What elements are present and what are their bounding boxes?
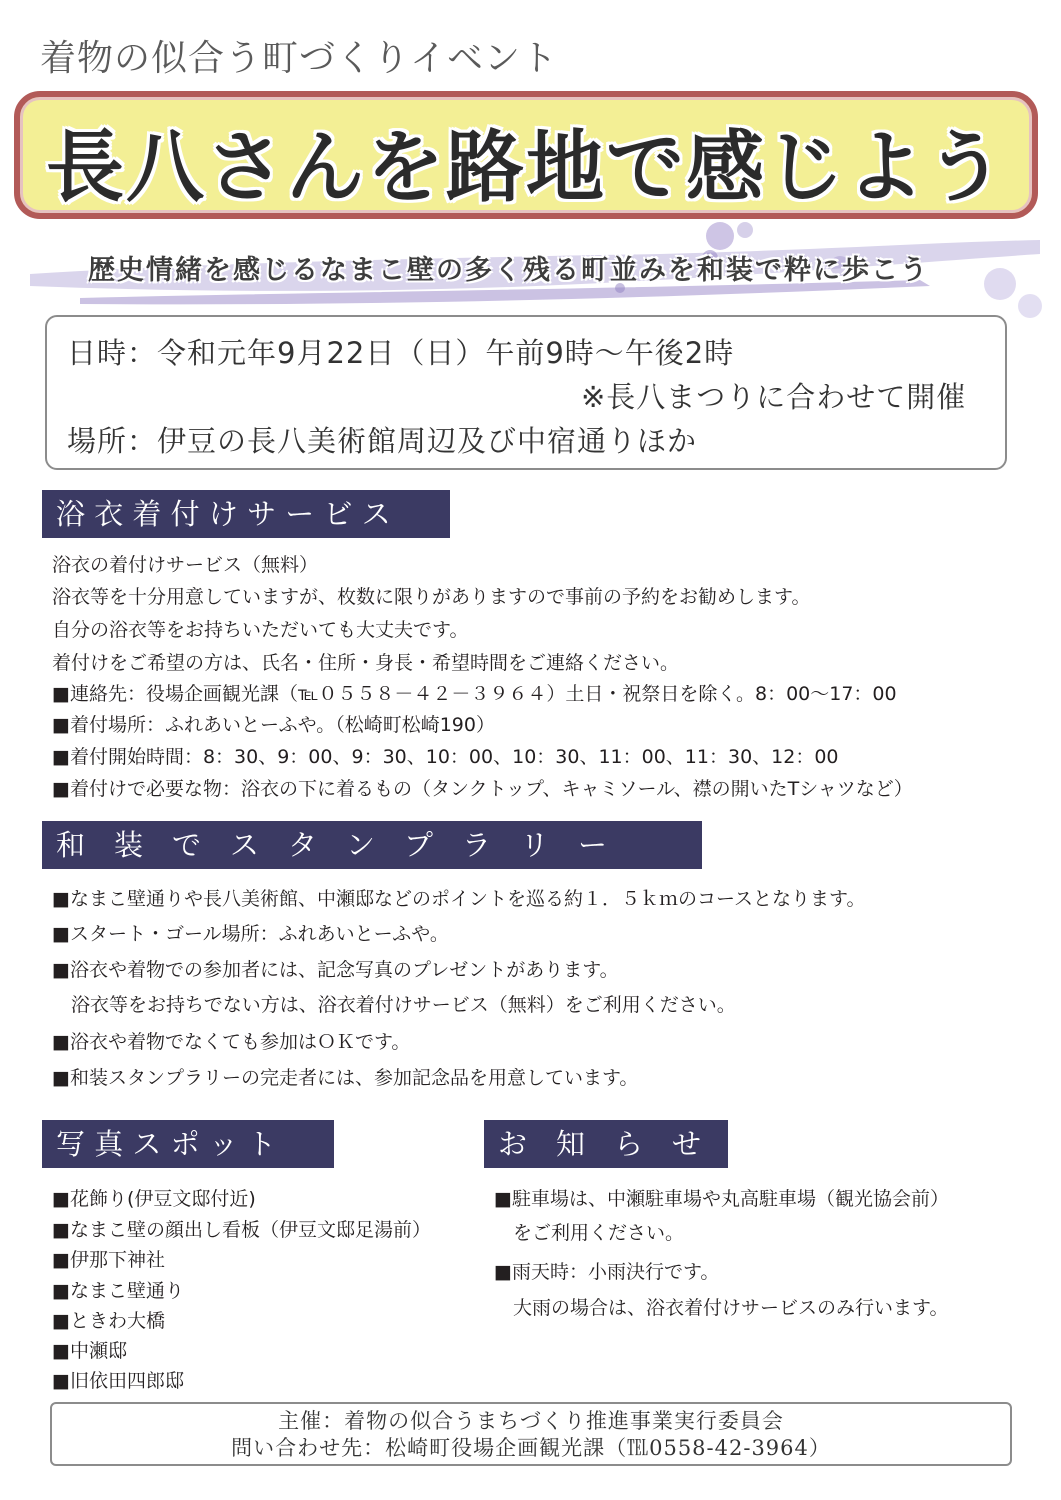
contact: 問い合わせ先：松崎町役場企画観光課（℡0558-42-3964）	[231, 1436, 831, 1460]
body-line: 大雨の場合は、浴衣着付けサービスのみ行います。	[494, 1297, 949, 1319]
body-line: ■駐車場は、中瀬駐車場や丸高駐車場（観光協会前）	[494, 1188, 949, 1210]
body-line: ■和装スタンプラリーの完走者には、参加記念品を用意しています。	[52, 1067, 639, 1089]
section-heading-yukata-service: 浴 衣 着 付 け サ ー ビ ス	[42, 490, 450, 538]
list-item: ■なまこ壁通り	[52, 1280, 184, 1302]
section-heading-stamp-rally: 和 装 で ス タ ン プ ラ リ ー	[42, 821, 702, 869]
title-banner	[14, 91, 1038, 219]
list-item: ■なまこ壁の顔出し看板（伊豆文邸足湯前）	[52, 1219, 431, 1241]
list-item: ■花飾り(伊豆文邸付近)	[52, 1188, 256, 1210]
section-heading-notice: お 知 ら せ	[484, 1120, 728, 1168]
body-line: ■スタート・ゴール場所：ふれあいとーふや。	[52, 923, 449, 945]
event-info-box	[45, 315, 1007, 470]
event-subtitle: 歴史情緒を感じるなまこ壁の多く残る町並みを和装で粋に歩こう	[88, 255, 929, 286]
body-line: 着付けをご希望の方は、氏名・住所・身長・希望時間をご連絡ください。	[52, 652, 680, 674]
event-title: 長八さんを路地で感じよう	[45, 122, 1006, 213]
list-item: ■ときわ大橋	[52, 1310, 165, 1332]
event-place: 場所：伊豆の長八美術館周辺及び中宿通りほか	[67, 424, 698, 458]
list-item: ■中瀬邸	[52, 1340, 127, 1362]
body-line: ■雨天時：小雨決行です。	[494, 1261, 720, 1283]
body-line: ■なまこ壁通りや長八美術館、中瀬邸などのポイントを巡る約１．５ｋｍのコースとなります。	[52, 888, 866, 910]
section-heading-photo-spots: 写 真 ス ポ ッ ト	[42, 1120, 334, 1168]
body-line: ■浴衣や着物でなくても参加はＯＫです。	[52, 1031, 411, 1053]
body-line: をご利用ください。	[494, 1222, 685, 1244]
dressing-location: ■着付場所：ふれあいとーふや。（松崎町松崎190）	[52, 714, 495, 736]
body-line: 自分の浴衣等をお持ちいただいても大丈夫です。	[52, 619, 469, 641]
body-line: 浴衣等を十分用意していますが、枚数に限りがありますので事前の予約をお勧めします。	[52, 586, 811, 608]
footer-box	[50, 1402, 1012, 1466]
body-line: 浴衣等をお持ちでない方は、浴衣着付けサービス（無料）をご利用ください。	[52, 994, 736, 1016]
organizer: 主催：着物の似合うまちづくり推進事業実行委員会	[278, 1409, 784, 1433]
dressing-requirements: ■着付けで必要な物：浴衣の下に着るもの（タンクトップ、キャミソール、襟の開いたTシャツなど）	[52, 778, 913, 800]
list-item: ■旧依田四郎邸	[52, 1370, 184, 1392]
event-date: 日時：令和元年9月22日（日）午前9時～午後2時	[67, 336, 735, 370]
body-line: 浴衣の着付けサービス（無料）	[52, 554, 319, 576]
event-note: ※長八まつりに合わせて開催	[581, 380, 967, 414]
dressing-times: ■着付開始時間：8：30、9：00、9：30、10：00、10：30、11：00、11：30、12：00	[52, 746, 839, 768]
list-item: ■伊那下神社	[52, 1249, 165, 1271]
contact-line: ■連絡先：役場企画観光課（℡０５５８－４２－３９６４）土日・祝祭日を除く。8：00～17：00	[52, 683, 897, 705]
body-line: ■浴衣や着物での参加者には、記念写真のプレゼントがあります。	[52, 959, 619, 981]
event-kicker: 着物の似合う町づくりイベント	[40, 38, 559, 79]
